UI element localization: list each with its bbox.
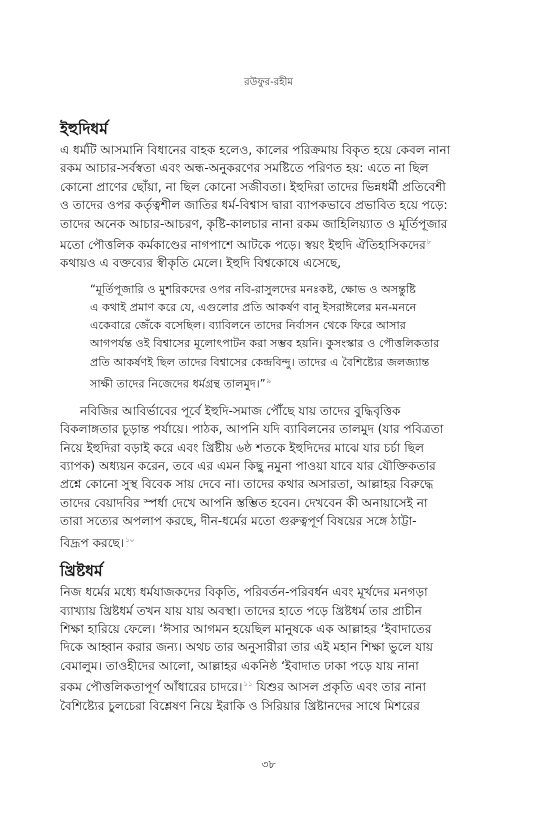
quote-line: প্রতি আকর্ষণই ছিল তাদের বিশ্বাসের কেন্দ্রবিন্দু। তাদের এ বৈশিষ্ট্যের জলজ্যান্ত: [90, 355, 430, 369]
block-quote: [60, 281, 490, 394]
text-line: এ ধর্মটি আসমানি বিধানের বাহক হলেও, কালের পরিক্রমায় বিকৃত হয়ে কেবল নানা: [60, 143, 451, 157]
footnote-marker: ১১: [243, 680, 253, 689]
quote-line: আগপর্যন্ত ওই বিশ্বাসের মূলোৎপাটন করা সম্ভব হয়নি। কুসংস্কার ও পৌত্তলিকতার: [90, 337, 440, 351]
quote-line: এ কথাই প্রমাণ করে যে, এগুলোর প্রতি আকর্ষণ বানু ইসরাঈলের মন-মননে: [90, 301, 417, 315]
text-line: [60, 675, 490, 696]
quote-line: [90, 372, 490, 394]
text-line: দিকে আহ্বান করার জন্য। অথচ তার অনুসারীরা তার এই মহান শিক্ষা ভুলে যায়: [60, 640, 433, 655]
text-line: নবিজির আবির্ভাবের পূর্বে ইহুদি-সমাজ পৌঁছে যায় তাদের বুদ্ধিবৃত্তিক: [80, 403, 401, 418]
section-heading-christianity: খ্রিষ্টধর্ম: [60, 562, 103, 581]
text-fragment: যিশুর আসল প্রকৃতি এবং তার নানা: [256, 680, 427, 695]
text-line: তাদের বেয়াদবির স্পর্ধা দেখে আপনি স্তম্ভিত হবেন। দেখবেন কী অনায়াসেই না: [60, 495, 428, 510]
footnote-marker: ৮: [426, 238, 432, 247]
page-number: ৩৮: [261, 758, 276, 771]
text-fragment: সাক্ষী তাদের নিজেদের ধর্মগ্রন্থ তালমুদ।”: [90, 377, 266, 391]
text-line: ও তাদের ওপর কর্তৃত্বশীল জাতির ধর্ম-বিশ্বাস দ্বারা ব্যাপকভাবে প্রভাবিত হয়ে পড়ে:: [60, 198, 448, 213]
text-line: শিক্ষা হারিয়ে ফেলে। ‘ঈসার আগমন হয়েছিল মানুষকে এক আল্লাহর ‘ইবাদাতের: [60, 621, 432, 636]
text-line: তারা সত্যের অপলাপ করছে, দীন-ধর্মের মতো গুরুত্বপূর্ণ বিষয়ের সঙ্গে ঠাট্টা-: [60, 514, 417, 529]
running-head: রউফুর-রহীম: [244, 77, 293, 88]
text-line: বৈশিষ্ট্যের চুলচেরা বিশ্লেষণ নিয়ে ইরাকি ও সিরিয়ার খ্রিষ্টানদের সাথে মিশরের: [60, 698, 420, 713]
text-line: ব্যাখ্যায় খ্রিষ্টধর্ম তখন যায় যায় অবস্থা। তাদের হাতে পড়ে খ্রিষ্টধর্ম তার প্রাচীন: [60, 603, 422, 618]
footnote-marker: ৯: [266, 376, 272, 385]
text-fragment: বিদ্রূপ করছে।: [60, 535, 125, 550]
text-fragment: মতো পৌত্তলিক কর্মকাণ্ডের নাগপাশে আটকে পড়ে। স্বয়ং ইহুদি ঐতিহাসিকদের: [60, 238, 426, 253]
text-line: বেমালুম। তাওহীদের আলো, আল্লাহর একনিষ্ঠ ‘ইবাদাত ঢাকা পড়ে যায় নানা: [60, 658, 419, 673]
text-line: তাদের অনেক আচার-আচরণ, কৃষ্টি-কালচার নানা রকম জাহিলিয়্যাত ও মূর্তিপূজার: [60, 216, 448, 231]
paragraph-judaism-intro: [60, 141, 490, 273]
footnote-marker: ১০: [125, 535, 135, 544]
text-line: নিয়ে ইহুদিরা বড়াই করে এবং খ্রিষ্টীয় ৬ষ্ঠ শতকে ইহুদিদের মাঝে যার চর্চা ছিল: [60, 440, 425, 455]
text-line: বিকলাঙ্গতার চূড়ান্ত পর্যায়ে। পাঠক, আপনি যদি ব্যাবিলনের তালমুদ (যার পবিত্রতা: [60, 422, 444, 437]
text-line: নিজ ধর্মের মধ্যে ধর্মযাজকদের বিকৃতি, পরিবর্তন-পরিবর্ধন এবং মূর্খদের মনগড়া: [60, 585, 428, 600]
page-body: [60, 118, 490, 715]
quote-line: “মূর্তিপূজারি ও মুশরিকদের ওপর নবি-রাসুলদের মনঃকষ্ট, ক্ষোভ ও অসন্তুষ্টি: [90, 282, 416, 296]
text-line: [60, 531, 490, 552]
text-line: ব্যাপক) অধ্যয়ন করেন, তবে এর এমন কিছু নমুনা পাওয়া যাবে যার যৌক্তিকতার: [60, 459, 436, 474]
text-line: [60, 233, 490, 254]
text-line: কোনো প্রাণের ছোঁয়া, না ছিল কোনো সজীবতা। ইহুদিরা তাদের ভিন্নধর্মী প্রতিবেশী: [60, 179, 446, 194]
text-line: কথায়ও এ বক্তব্যের স্বীকৃতি মেলে। ইহুদি বিশ্বকোষে এসেছে,: [60, 256, 342, 271]
quote-line: একেবারে জেঁকে বসেছিল। ব্যাবিলনে তাদের নির্বাসন থেকে ফিরে আসার: [90, 319, 406, 333]
text-line: রকম আচার-সর্বস্বতা এবং অন্ধ-অনুকরণের সমষ্টিতে পরিণত হয়: এতে না ছিল: [60, 161, 429, 176]
text-line: প্রশ্নে কোনো সুস্থ বিবেক সায় দেবে না। তাদের কথার অসারতা, আল্লাহর বিরুদ্ধে: [60, 477, 434, 492]
paragraph-judaism-talmud: [60, 402, 490, 552]
text-fragment: রকম পৌত্তলিকতাপূর্ণ আঁধারের চাদরে।: [60, 680, 243, 695]
paragraph-christianity: [60, 583, 490, 715]
section-heading-judaism: ইহুদিধর্ম: [60, 120, 108, 138]
